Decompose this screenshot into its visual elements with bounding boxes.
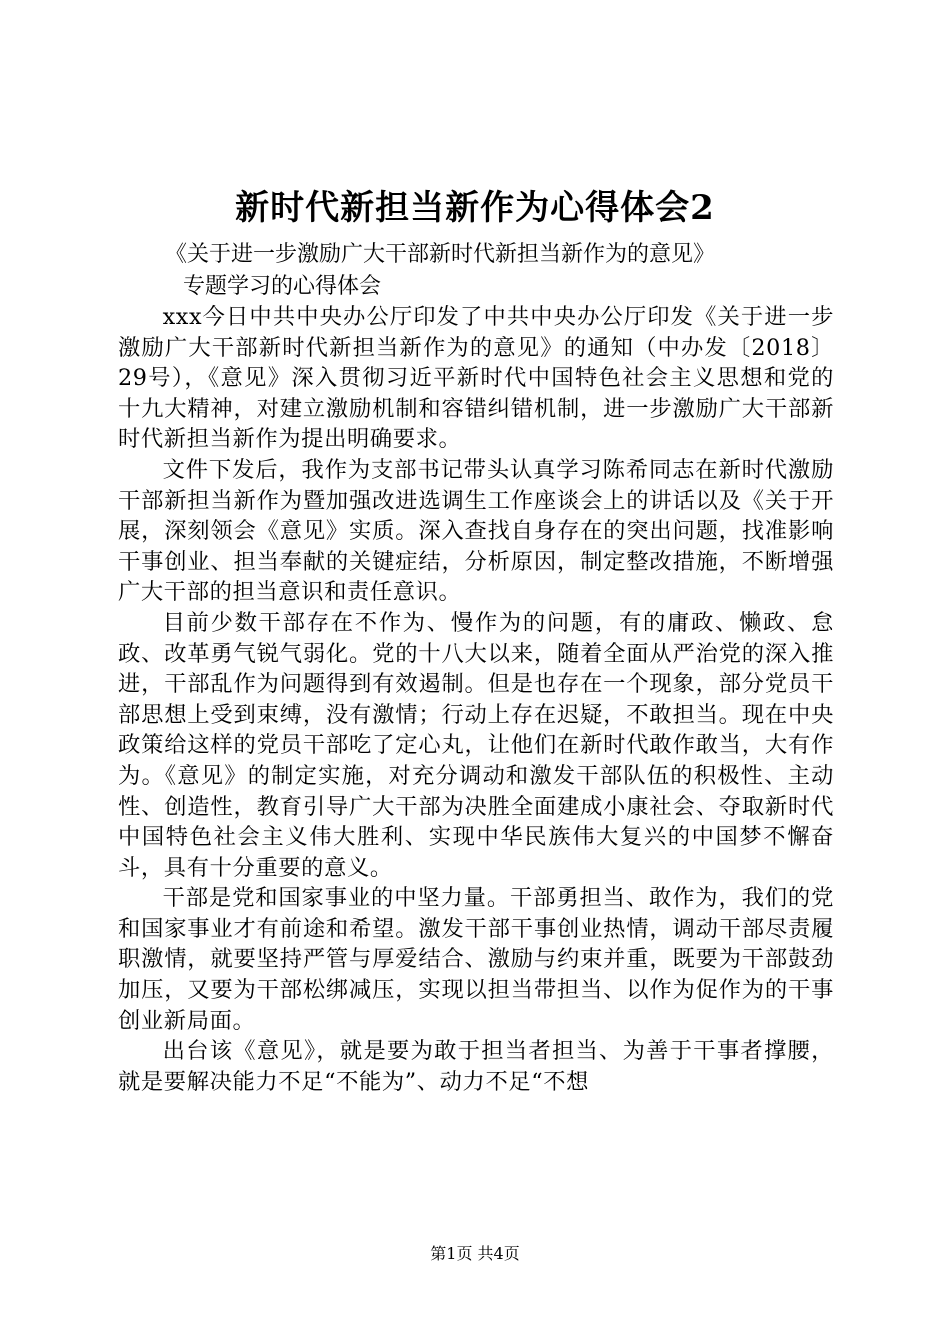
document-title: 新时代新担当新作为心得体会2: [235, 188, 715, 228]
page-footer: 第1页 共4页: [430, 1244, 520, 1263]
paragraph: 文件下发后，我作为支部书记带头认真学习陈希同志在新时代激励干部新担当新作为暨加强改进选调生工作座谈会上的讲话以及《关于开展，深刻领会《意见》实质。深入查找自身存在的突出问题，找准影响干事创业、担当奉献的关键症结，分析原因，制定整改措施，不断增强广大干部的担当意识和责任意识。: [118, 456, 834, 606]
paragraph: xxx今日中共中央办公厅印发了中共中央办公厅印发《关于进一步激励广大干部新时代新担当新作为的意见》的通知（中办发〔2018〕29号），《意见》深入贯彻习近平新时代中国特色社会主义思想和党的十九大精神，对建立激励机制和容错纠错机制，进一步激励广大干部新时代新担当新作为提出明确要求。: [118, 304, 834, 453]
document-subtitle-line1: 《关于进一步激励广大干部新时代新担当新作为的意见》: [165, 242, 716, 267]
document-body: [118, 302, 834, 1097]
paragraph: 目前少数干部存在不作为、慢作为的问题，有的庸政、懒政、怠政、改革勇气锐气弱化。党的十八大以来，随着全面从严治党的深入推进，干部乱作为问题得到有效遏制。但是也存在一个现象，部分党员干部思想上受到束缚，没有激情；行动上存在迟疑，不敢担当。现在中央政策给这样的党员干部吃了定心丸，让他们在新时代敢作敢当，大有作为。《意见》的制定实施，对充分调动和激发干部队伍的积极性、主动性、创造性，教育引导广大干部为决胜全面建成小康社会、夺取新时代中国特色社会主义伟大胜利、实现中华民族伟大复兴的中国梦不懈奋斗，具有十分重要的意义。: [118, 609, 834, 881]
document-subtitle-line2: 专题学习的心得体会: [183, 274, 382, 299]
paragraph: 出台该《意见》，就是要为敢于担当者担当、为善于干事者撑腰，就是要解决能力不足“不能为”、动力不足“不想: [118, 1038, 834, 1095]
paragraph: 干部是党和国家事业的中坚力量。干部勇担当、敢作为，我们的党和国家事业才有前途和希望。激发干部干事创业热情，调动干部尽责履职激情，就要坚持严管与厚爱结合、激励与约束并重，既要为干部鼓劲加压，又要为干部松绑减压，实现以担当带担当、以作为促作为的干事创业新局面。: [118, 885, 834, 1034]
